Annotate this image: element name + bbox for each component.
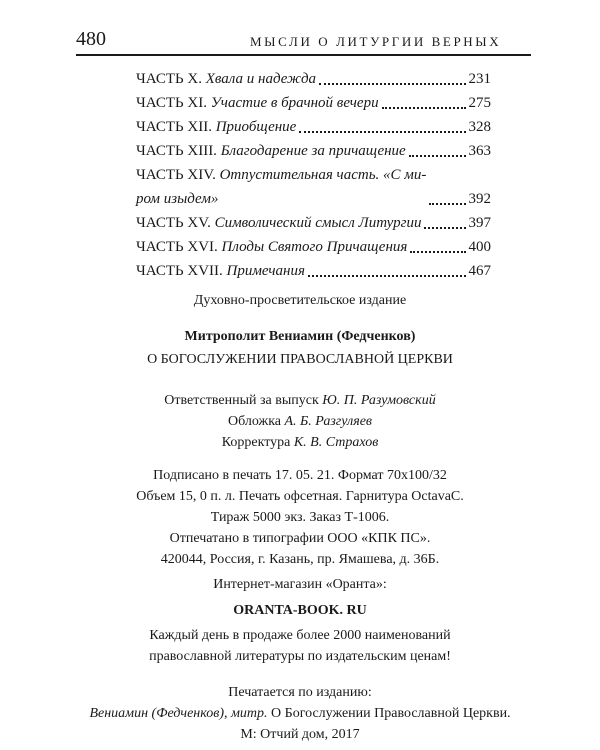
author-name: Митрополит Вениамин (Федченков): [184, 329, 416, 344]
credits-block: [60, 390, 540, 453]
source-citation: [60, 703, 540, 724]
page-number: 480: [76, 28, 106, 50]
shop-promo-line: Каждый день в продаже более 2000 наименований: [149, 628, 451, 643]
header-rule: [76, 54, 531, 56]
credit-role: Корректура: [221, 435, 291, 450]
print-info: [60, 465, 540, 570]
toc-leader: [319, 83, 465, 85]
toc-entry: [136, 259, 491, 283]
credit-line: [60, 432, 540, 453]
toc-entry: [136, 67, 491, 91]
table-of-contents: [136, 67, 491, 283]
toc-entry: [136, 139, 491, 163]
toc-leader: [382, 107, 466, 109]
toc-part: ЧАСТЬ XVII.: [136, 263, 223, 279]
print-info-line: Подписано в печать 17. 05. 21. Формат 70x100/32: [153, 468, 447, 483]
toc-title: Участие в брачной вечери: [210, 95, 379, 111]
toc-page: 397: [468, 215, 491, 231]
credit-line: [60, 390, 540, 411]
toc-page: 231: [468, 71, 491, 87]
toc-page: 363: [468, 143, 491, 159]
toc-leader: [409, 155, 466, 157]
toc-title: Символический смысл Литургии: [214, 215, 422, 231]
toc-leader: [424, 227, 465, 229]
toc-page: 467: [468, 263, 491, 279]
toc-title: Хвала и надежда: [205, 71, 317, 87]
toc-part: ЧАСТЬ XVI.: [136, 239, 218, 255]
toc-part: ЧАСТЬ XIV.: [136, 167, 216, 183]
credit-role: Обложка: [228, 414, 281, 429]
toc-page: 275: [468, 95, 491, 111]
print-info-line: Объем 15, 0 п. л. Печать офсетная. Гарнитура OctavaC.: [136, 489, 464, 504]
source-title: О Богослужении Православной Церкви.: [271, 706, 511, 721]
credit-line: [60, 411, 540, 432]
source-label: Печатается по изданию:: [228, 685, 372, 700]
book-title: О БОГОСЛУЖЕНИИ ПРАВОСЛАВНОЙ ЦЕРКВИ: [147, 352, 453, 367]
source-publisher: М: Отчий дом, 2017: [240, 727, 360, 742]
toc-entry: [136, 211, 491, 235]
toc-title: Отпустительная часть. «С ми-: [219, 167, 427, 183]
toc-part: ЧАСТЬ XI.: [136, 95, 207, 111]
shop-label: Интернет-магазин «Оранта»:: [213, 577, 387, 592]
credit-name: А. Б. Разгуляев: [284, 414, 372, 429]
toc-part: ЧАСТЬ XII.: [136, 119, 212, 135]
print-info-line: 420044, Россия, г. Казань, пр. Ямашева, д. 36Б.: [160, 552, 440, 567]
toc-part: ЧАСТЬ X.: [136, 71, 202, 87]
shop-url: ORANTA-BOOK. RU: [233, 603, 367, 618]
toc-page: 400: [468, 239, 491, 255]
toc-entry: [136, 235, 491, 259]
credit-name: Ю. П. Разумовский: [322, 393, 436, 408]
toc-part: ЧАСТЬ XV.: [136, 215, 211, 231]
toc-leader: [299, 131, 465, 133]
source-author: Вениамин (Федченков), митр.: [89, 706, 268, 721]
toc-entry: [136, 115, 491, 139]
toc-part: ЧАСТЬ XIII.: [136, 143, 217, 159]
credit-role: Ответственный за выпуск: [164, 393, 319, 408]
toc-leader: [308, 275, 466, 277]
toc-leader: [410, 251, 465, 253]
source-edition: [60, 682, 540, 745]
shop-promo: [60, 625, 540, 667]
running-title: МЫСЛИ О ЛИТУРГИИ ВЕРНЫХ: [250, 34, 502, 49]
toc-title: Благодарение за причащение: [220, 143, 406, 159]
shop-promo-line: православной литературы по издательским ценам!: [149, 649, 451, 664]
toc-title: Плоды Святого Причащения: [221, 239, 408, 255]
print-info-line: Отпечатано в типографии ООО «КПК ПС».: [169, 531, 431, 546]
credit-name: К. В. Страхов: [293, 435, 379, 450]
toc-entry: [136, 91, 491, 115]
toc-title-continued: ром изыдем»: [136, 191, 219, 207]
toc-title: Примечания: [226, 263, 305, 279]
toc-page: 328: [468, 119, 491, 135]
toc-leader: [429, 203, 465, 205]
toc-title: Приобщение: [215, 119, 297, 135]
toc-page: 392: [468, 191, 491, 207]
print-info-line: Тираж 5000 экз. Заказ Т-1006.: [210, 510, 390, 525]
edition-type: Духовно-просветительское издание: [193, 293, 407, 308]
toc-entry: [136, 163, 491, 211]
